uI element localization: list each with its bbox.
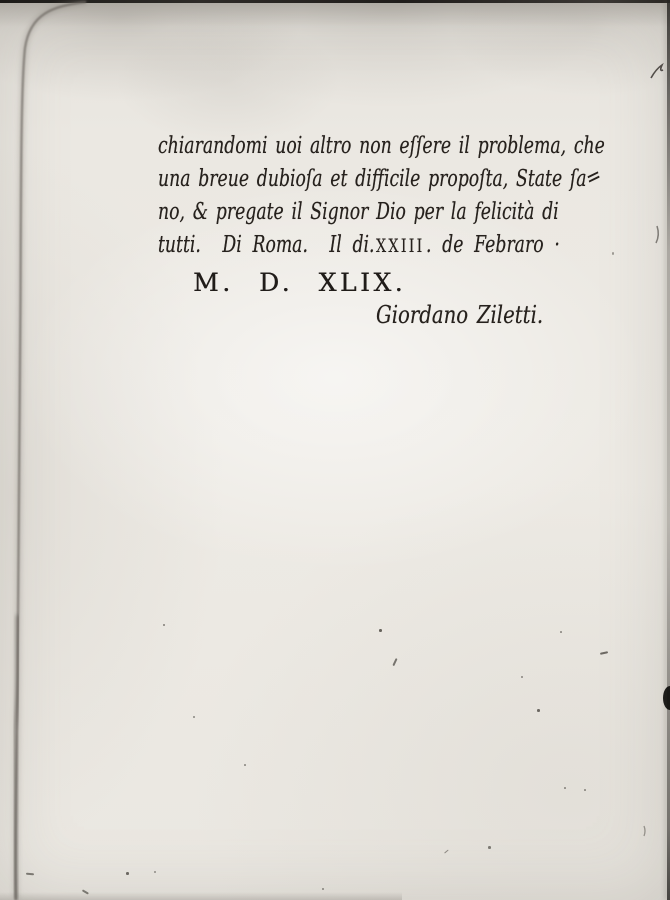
- text-line-4-suffix: . de Febraro ·: [425, 232, 560, 258]
- ink-blob: [663, 686, 670, 710]
- signature-line: Giordano Ziletti.: [376, 301, 544, 329]
- text-line-2-body: una breue dubioſa et difficile propoſta, State ſa: [158, 166, 587, 192]
- ink-mark-lower-right: [644, 826, 645, 836]
- text-line-4: [158, 229, 560, 262]
- ink-squiggle-top-right: [651, 65, 663, 78]
- line-end-hyphen: =: [583, 161, 605, 193]
- page-crease-line: [16, 2, 86, 900]
- page-crease-soft: [16, 2, 86, 900]
- roman-numeral-date: XXIII: [376, 235, 425, 257]
- text-line-4-prefix: tutti. Di Roma. Il di.: [158, 232, 375, 258]
- text-line-2: [158, 161, 605, 196]
- text-line-3: no, & pregate il Signor Dio per la felicità di: [158, 199, 559, 225]
- text-line-1: chiarandomi uoi altro non eſſere il problema, che: [158, 133, 605, 159]
- year-line: M. D. XLIX.: [193, 268, 407, 297]
- printed-text-block: [158, 130, 658, 332]
